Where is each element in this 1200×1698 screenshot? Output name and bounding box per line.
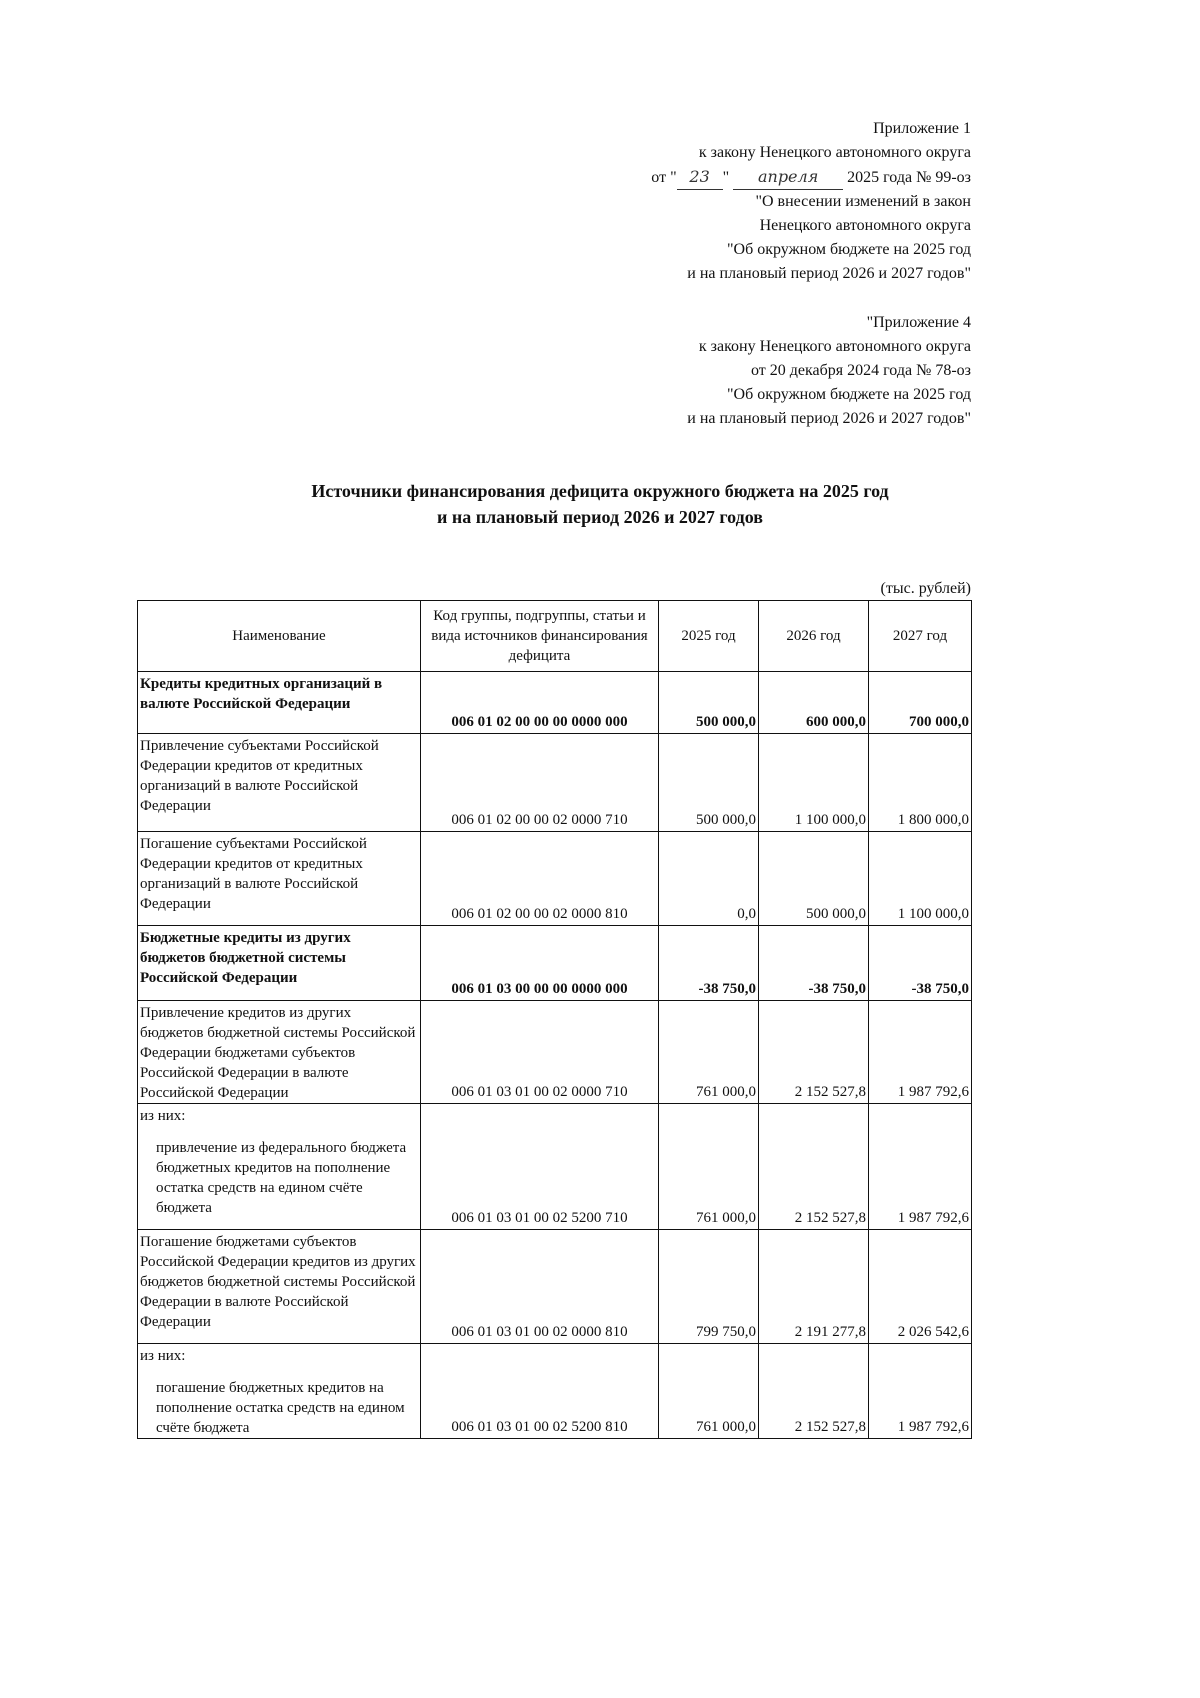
date-quote: ": [722, 169, 730, 186]
header-code: Код группы, подгруппы, статьи и вида источников финансирования дефицита: [421, 601, 659, 672]
document-title: [0, 478, 1200, 530]
appendix-4-label: "Приложение 4: [866, 314, 971, 331]
row-value-2027: 1 100 000,0: [869, 832, 972, 926]
row-subname: привлечение из федерального бюджета бюджетных кредитов на пополнение остатка средств на едином счёте бюджета: [156, 1140, 407, 1216]
row-value-2025: 761 000,0: [659, 1344, 759, 1439]
row-name-text: Кредиты кредитных организаций в валюте Российской Федерации: [140, 676, 383, 712]
row-code: 006 01 02 00 00 00 0000 000: [421, 672, 659, 734]
row-value-2025: 761 000,0: [659, 1104, 759, 1230]
title-line-1: Источники финансирования дефицита окружного бюджета на 2025 год: [311, 481, 889, 501]
row-code: 006 01 02 00 00 02 0000 710: [421, 734, 659, 832]
row-name-text: Погашение бюджетами субъектов Российской Федерации кредитов из других бюджетов бюджетной системы Российской Федерации в валюте Российской Федерации: [140, 1234, 416, 1330]
header-2025: 2025 год: [659, 601, 759, 672]
appendix-1-line: "Об окружном бюджете на 2025 год: [727, 241, 971, 258]
row-name-text: Бюджетные кредиты из других бюджетов бюджетной системы Российской Федерации: [140, 930, 351, 986]
row-code: 006 01 03 01 00 02 5200 710: [421, 1104, 659, 1230]
row-value-2026: 2 152 527,8: [759, 1104, 869, 1230]
row-value-2025: 799 750,0: [659, 1230, 759, 1344]
table-row: [138, 672, 972, 734]
appendix-1-header: [651, 117, 971, 286]
appendix-4-line: от 20 декабря 2024 года № 78-оз: [750, 362, 971, 379]
financing-sources-table: [137, 600, 972, 1439]
row-value-2026: 600 000,0: [759, 672, 869, 734]
row-prefix: из них:: [140, 1108, 186, 1124]
appendix-4-header: [687, 311, 971, 431]
row-name: [138, 1001, 421, 1104]
row-value-2027: 700 000,0: [869, 672, 972, 734]
row-value-2027: 1 987 792,6: [869, 1001, 972, 1104]
row-value-2025: 761 000,0: [659, 1001, 759, 1104]
row-subname: погашение бюджетных кредитов на пополнение остатка средств на едином счёте бюджета: [156, 1380, 405, 1436]
row-value-2027: 1 987 792,6: [869, 1104, 972, 1230]
law-number: 2025 года № 99-оз: [847, 169, 971, 186]
row-code: 006 01 02 00 00 02 0000 810: [421, 832, 659, 926]
units-label: (тыс. рублей): [880, 580, 971, 597]
row-name: [138, 1104, 421, 1230]
handwritten-month: апреля: [733, 165, 843, 190]
row-value-2026: 2 191 277,8: [759, 1230, 869, 1344]
row-name: [138, 734, 421, 832]
table-row: [138, 926, 972, 1001]
row-value-2027: 1 987 792,6: [869, 1344, 972, 1439]
header-name: Наименование: [138, 601, 421, 672]
row-code: 006 01 03 00 00 00 0000 000: [421, 926, 659, 1001]
row-name: [138, 672, 421, 734]
row-code: 006 01 03 01 00 02 0000 710: [421, 1001, 659, 1104]
appendix-1-line: Ненецкого автономного округа: [759, 217, 971, 234]
row-value-2025: 500 000,0: [659, 734, 759, 832]
header-2026: 2026 год: [759, 601, 869, 672]
appendix-4-line: и на плановый период 2026 и 2027 годов": [687, 410, 971, 427]
appendix-1-date-line: [651, 165, 971, 190]
appendix-1-line: и на плановый период 2026 и 2027 годов": [687, 265, 971, 282]
row-value-2027: -38 750,0: [869, 926, 972, 1001]
row-name: [138, 1230, 421, 1344]
row-value-2025: -38 750,0: [659, 926, 759, 1001]
row-value-2025: 500 000,0: [659, 672, 759, 734]
table-row: [138, 832, 972, 926]
table-row: [138, 1344, 972, 1439]
row-value-2026: 500 000,0: [759, 832, 869, 926]
row-name: [138, 926, 421, 1001]
row-value-2026: 2 152 527,8: [759, 1001, 869, 1104]
row-name: [138, 1344, 421, 1439]
appendix-1-label: Приложение 1: [873, 120, 971, 137]
row-code: 006 01 03 01 00 02 0000 810: [421, 1230, 659, 1344]
row-prefix: из них:: [140, 1348, 186, 1364]
appendix-1-line: "О внесении изменений в закон: [755, 193, 971, 210]
row-value-2026: -38 750,0: [759, 926, 869, 1001]
appendix-4-line: к закону Ненецкого автономного округа: [698, 338, 971, 355]
row-value-2026: 1 100 000,0: [759, 734, 869, 832]
header-2027: 2027 год: [869, 601, 972, 672]
date-prefix: от ": [651, 169, 677, 186]
row-value-2026: 2 152 527,8: [759, 1344, 869, 1439]
table-row: [138, 1230, 972, 1344]
row-code: 006 01 03 01 00 02 5200 810: [421, 1344, 659, 1439]
row-value-2025: 0,0: [659, 832, 759, 926]
row-name-text: Погашение субъектами Российской Федерации кредитов от кредитных организаций в валюте Российской Федерации: [140, 836, 367, 912]
appendix-1-law-ref: к закону Ненецкого автономного округа: [698, 144, 971, 161]
table-row: [138, 1104, 972, 1230]
appendix-4-line: "Об окружном бюджете на 2025 год: [727, 386, 971, 403]
title-line-2: и на плановый период 2026 и 2027 годов: [436, 507, 764, 527]
row-name-text: Привлечение кредитов из других бюджетов бюджетной системы Российской Федерации бюджетами субъектов Российской Федерации в валюте Российской Федерации: [140, 1005, 416, 1101]
handwritten-day: 23: [677, 165, 723, 190]
row-value-2027: 1 800 000,0: [869, 734, 972, 832]
table-header-row: [138, 601, 972, 672]
table-row: [138, 1001, 972, 1104]
row-name: [138, 832, 421, 926]
row-name-text: Привлечение субъектами Российской Федерации кредитов от кредитных организаций в валюте Российской Федерации: [140, 738, 379, 814]
table-row: [138, 734, 972, 832]
row-value-2027: 2 026 542,6: [869, 1230, 972, 1344]
